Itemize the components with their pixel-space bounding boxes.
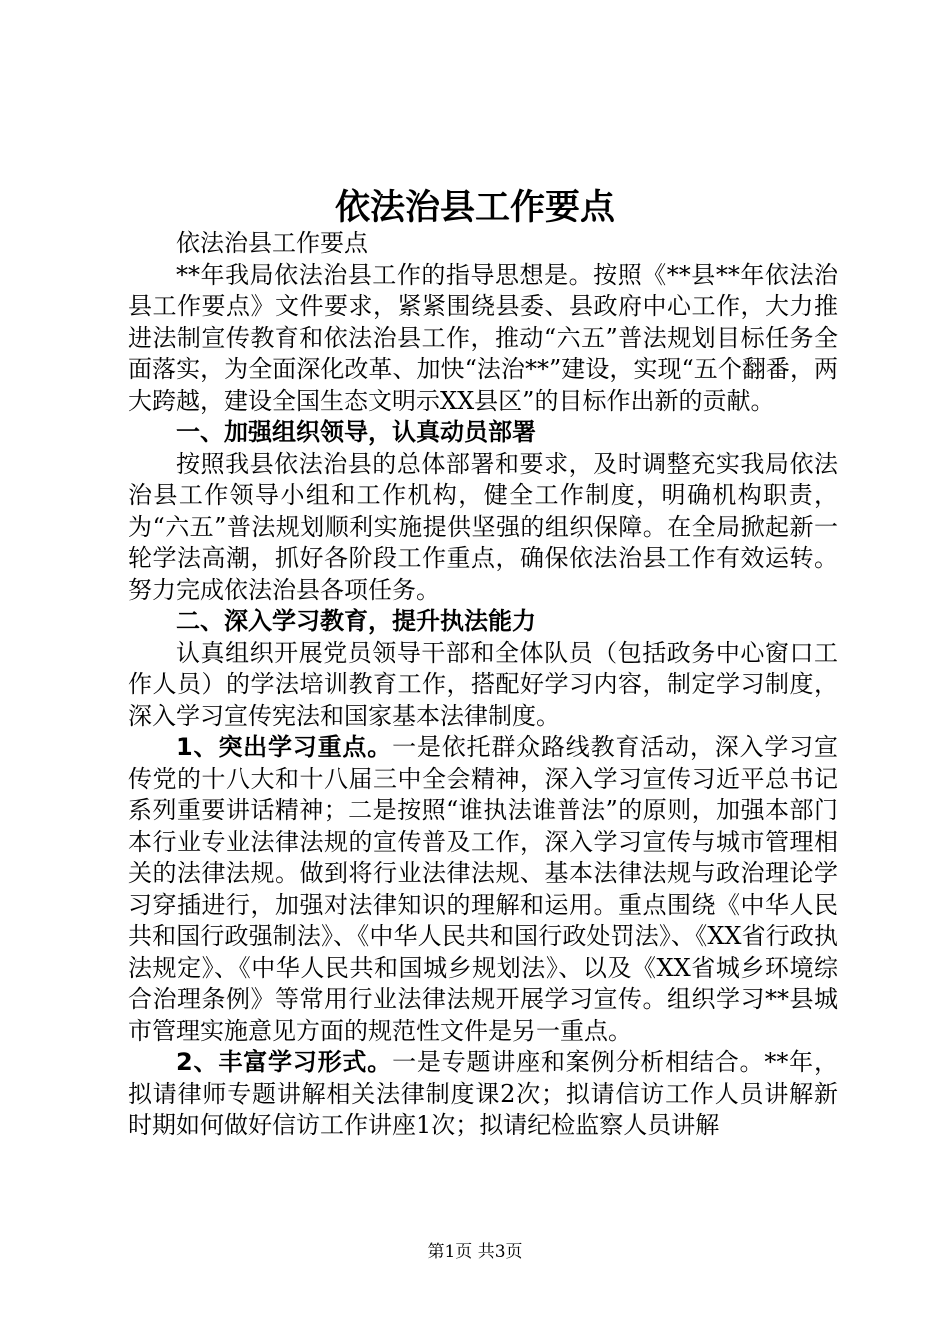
document-body — [128, 228, 838, 1142]
item-2-lead: 2、丰富学习形式。 — [176, 1048, 393, 1076]
section-1-heading: 一、加强组织领导，认真动员部署 — [176, 418, 536, 446]
page-footer: 第1页 共3页 — [427, 1242, 523, 1262]
item-1-lead: 1、突出学习重点。 — [176, 733, 393, 761]
section-2-paragraph: 认真组织开展党员领导干部和全体队员（包括政务中心窗口工作人员）的学法培训教育工作，搭配好学习内容，制定学习制度，深入学习宣传宪法和国家基本法律制度。 — [128, 638, 838, 730]
document-title: 依法治县工作要点 — [334, 188, 615, 228]
item-2-text: 一是专题讲座和案例分析相结合。**年，拟请律师专题讲解相关法律制度课2次；拟请信访工作人员讲解新时期如何做好信访工作讲座1次；拟请纪检监察人员讲解 — [128, 1048, 839, 1139]
section-2-heading: 二、深入学习教育，提升执法能力 — [176, 607, 536, 635]
item-1-text: 一是依托群众路线教育活动，深入学习宣传党的十八大和十八届三中全会精神，深入学习宣传习近平总书记系列重要讲话精神；二是按照“谁执法谁普法”的原则，加强本部门本行业专业法律法规的宣传普及工作，深入学习宣传与城市管理相关的法律法规。做到将行业法律法规、基本法律法规与政治理论学习穿插进行，加强对法律知识的理解和运用。重点围绕《中华人民共和国行政强制法》、《中华人民共和国行政处罚法》、《XX省行政执法规定》、《中华人民共和国城乡规划法》、以及《XX省城乡环境综合治理条例》等常用行业法律法规开展学习宣传。组织学习**县城市管理实施意见方面的规范性文件是另一重点。 — [128, 733, 839, 1045]
section-1-paragraph: 按照我县依法治县的总体部署和要求，及时调整充实我局依法治县工作领导小组和工作机构，健全工作制度，明确机构职责，为“六五”普法规划顺利实施提供坚强的组织保障。在全局掀起新一轮学法高潮，抓好各阶段工作重点，确保依法治县工作有效运转。努力完成依法治县各项任务。 — [128, 449, 838, 604]
intro-paragraph: **年我局依法治县工作的指导思想是。按照《**县**年依法治县工作要点》文件要求，紧紧围绕县委、县政府中心工作，大力推进法制宣传教育和依法治县工作，推动“六五”普法规划目标任务全面落实，为全面深化改革、加快“法治**”建设，实现“五个翻番，两大跨越，建设全国生态文明示XX县区”的目标作出新的贡献。 — [128, 260, 838, 415]
item-2-paragraph — [128, 1047, 838, 1142]
subtitle-paragraph: 依法治县工作要点 — [176, 229, 368, 257]
item-1-paragraph — [128, 732, 838, 1047]
